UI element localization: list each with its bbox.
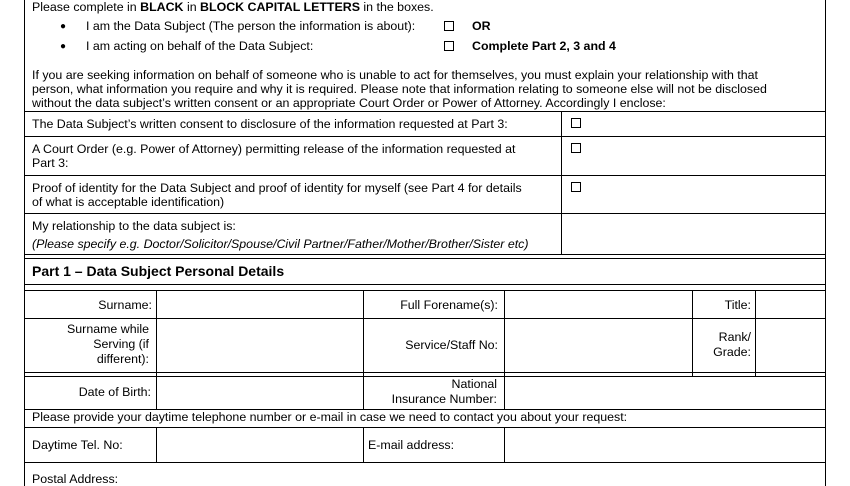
table-rule: [24, 175, 826, 176]
table-rule: [24, 111, 826, 112]
title-input[interactable]: [756, 291, 825, 318]
option-on-behalf: I am acting on behalf of the Data Subject:: [86, 39, 314, 53]
court-order-label: Part 3:: [32, 156, 69, 170]
relationship-hint: (Please specify e.g. Doctor/Solicitor/Spouse/Civil Partner/Father/Mother/Brother/Sister etc): [32, 237, 529, 251]
ni-line: Insurance Number:: [391, 392, 497, 406]
grid-divider: [363, 290, 364, 409]
rank-line: Grade:: [713, 345, 751, 359]
daytime-tel-input[interactable]: [157, 428, 363, 462]
surname-serving-line: different):: [96, 352, 149, 366]
grid-rule: [24, 372, 826, 373]
court-order-label: A Court Order (e.g. Power of Attorney) permitting release of the information requested at: [32, 142, 516, 156]
surname-serving-line: Surname while: [67, 322, 149, 336]
section-rule: [24, 284, 826, 285]
table-rule: [24, 136, 826, 137]
forenames-label: Full Forename(s):: [400, 298, 498, 312]
consent-checkbox[interactable]: [571, 118, 581, 128]
part1-heading: Part 1 – Data Subject Personal Details: [32, 263, 285, 279]
data-subject-checkbox[interactable]: [444, 21, 454, 31]
section-rule: [24, 258, 826, 259]
grid-rule: [24, 318, 826, 319]
instructions: Please complete in BLACK in BLOCK CAPITAL LETTERS in the boxes.: [32, 0, 434, 14]
forenames-input[interactable]: [505, 291, 692, 318]
ni-line: National: [451, 377, 497, 391]
ni-input[interactable]: [505, 377, 825, 409]
bullet-icon: ●: [60, 21, 67, 32]
frame-right: [825, 0, 826, 486]
behalf-paragraph-line: without the data subject’s written consent or an appropriate Court Order or Power of Attorney. Accordingly I enclose:: [32, 96, 666, 110]
option-data-subject: I am the Data Subject (The person the information is about):: [86, 19, 416, 33]
dob-label: Date of Birth:: [78, 385, 151, 399]
postal-address-label: Postal Address:: [32, 472, 119, 486]
title-label: Title:: [724, 298, 751, 312]
or-label: OR: [472, 19, 491, 33]
behalf-paragraph-line: If you are seeking information on behalf of someone who is unable to act for themselves, you must explain your relationship with that: [32, 68, 758, 82]
identity-label: Proof of identity for the Data Subject and proof of identity for myself (see Part 4 for details: [32, 181, 522, 195]
service-no-input[interactable]: [505, 319, 692, 372]
section-rule: [24, 290, 826, 291]
service-no-label: Service/Staff No:: [405, 338, 498, 352]
complete-parts-label: Complete Part 2, 3 and 4: [472, 39, 616, 53]
identity-checkbox[interactable]: [571, 182, 581, 192]
relationship-input[interactable]: [562, 214, 825, 254]
bullet-icon: ●: [60, 41, 67, 52]
postal-address-input[interactable]: [157, 463, 825, 486]
ni-label: [368, 377, 497, 407]
consent-label: The Data Subject’s written consent to disclosure of the information requested at Part 3:: [32, 117, 508, 131]
table-rule: [24, 254, 826, 255]
identity-label: of what is acceptable identification): [32, 195, 225, 209]
surname-input[interactable]: [157, 291, 363, 318]
rank-line: Rank/: [718, 330, 751, 344]
behalf-paragraph-line: person, what information you require and why it is required. Please note that information relating to someone else will not be disclosed: [32, 82, 767, 96]
rank-input[interactable]: [756, 319, 825, 372]
email-input[interactable]: [505, 428, 825, 462]
rank-label: [696, 330, 751, 360]
dob-input[interactable]: [157, 377, 363, 409]
email-label: E-mail address:: [368, 438, 455, 452]
relationship-label: My relationship to the data subject is:: [32, 219, 236, 233]
surname-serving-input[interactable]: [157, 319, 363, 372]
grid-divider: [363, 427, 364, 462]
surname-label: Surname:: [98, 298, 152, 312]
grid-divider: [692, 290, 693, 376]
contact-note: Please provide your daytime telephone number or e-mail in case we need to contact you about your request:: [32, 410, 628, 424]
surname-serving-line: Serving (if: [93, 337, 149, 351]
court-order-checkbox[interactable]: [571, 143, 581, 153]
frame-left: [24, 0, 25, 486]
on-behalf-checkbox[interactable]: [444, 41, 454, 51]
daytime-tel-label: Daytime Tel. No:: [32, 438, 123, 452]
surname-serving-label: [30, 322, 149, 367]
